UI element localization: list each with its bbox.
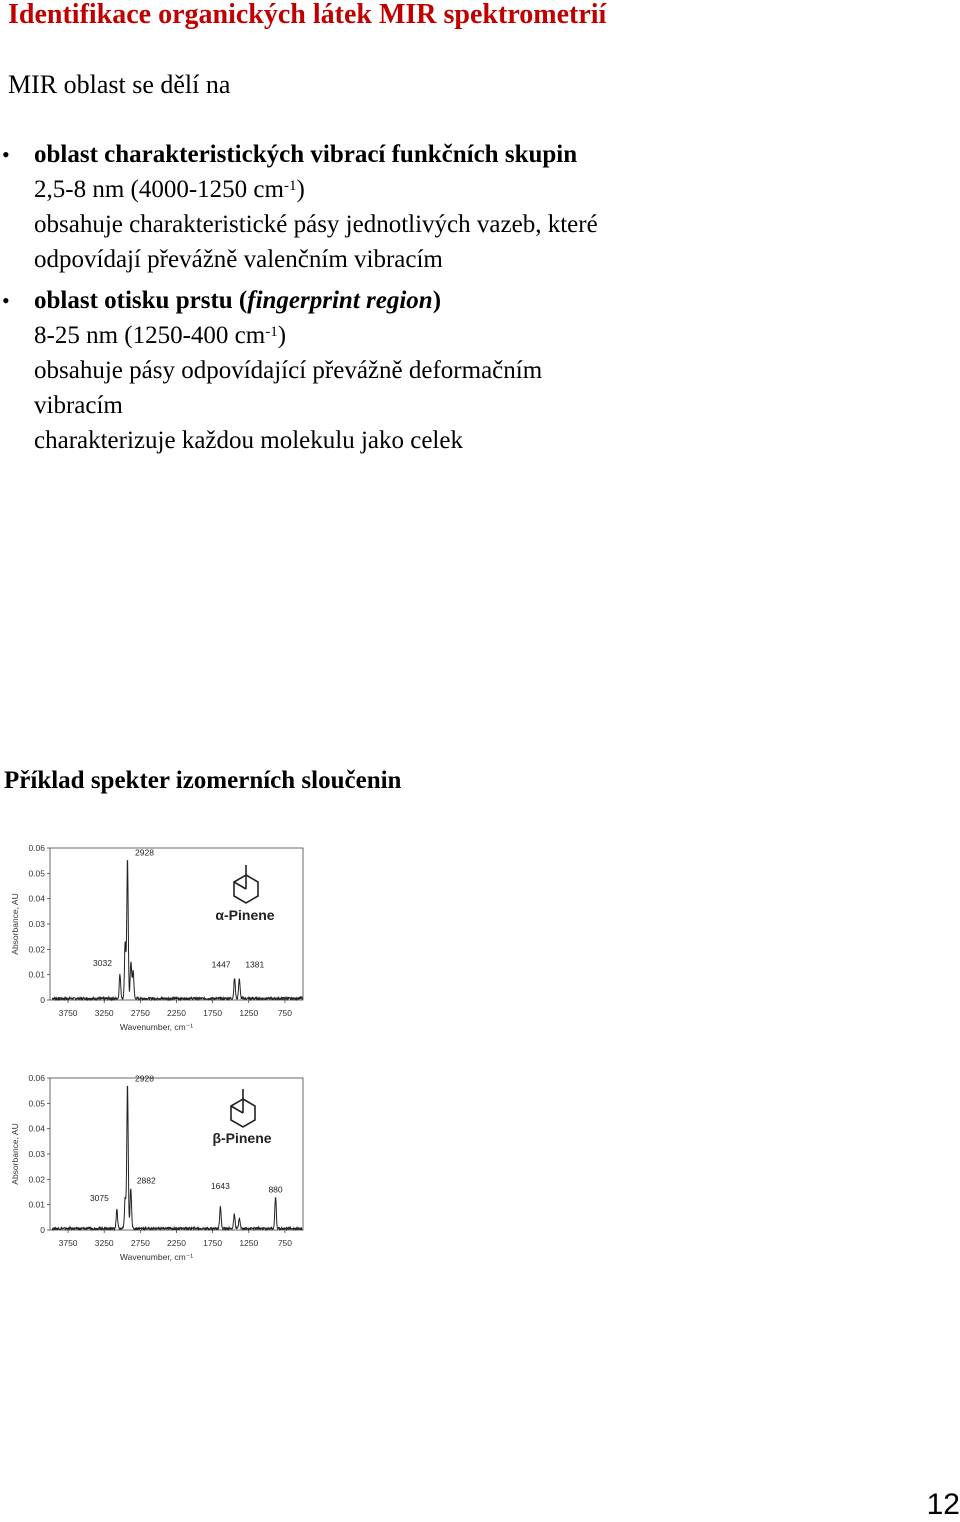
y-tick-label: 0.02	[28, 944, 45, 955]
series-line	[52, 860, 302, 1000]
compound-name: β-Pinene	[212, 1130, 272, 1146]
peak-label: 880	[268, 1184, 283, 1195]
beta-pinene-spectrum-chart	[0, 1065, 340, 1270]
y-tick-label: 0	[40, 1225, 45, 1235]
y-tick-label: 0.03	[28, 1149, 45, 1159]
x-tick-label: 3750	[58, 1238, 78, 1248]
description-text: odpovídají převážně valenčním vibracím	[34, 246, 443, 273]
x-tick-label: 1750	[203, 1008, 223, 1018]
range-text: 8-25 nm (1250-400 $cm^{-1}$)	[34, 322, 287, 349]
y-tick-label: 0	[40, 995, 45, 1005]
peak-label: 2928	[135, 1073, 154, 1084]
x-axis-label: Wavenumber, cm⁻¹	[119, 1022, 194, 1032]
peak-label: 3032	[93, 957, 112, 968]
y-tick-label: 0.04	[28, 1123, 45, 1134]
x-tick-label: 1250	[239, 1238, 259, 1248]
peak-label: 2882	[136, 1175, 156, 1186]
x-tick-label: 750	[277, 1238, 293, 1248]
page-title: Identifikace organických látek MIR spektrometrií	[8, 0, 607, 30]
peak-label: 1381	[245, 959, 265, 970]
peak-label: 1447	[211, 959, 231, 970]
bridge-line	[234, 882, 246, 889]
x-tick-label: 2750	[130, 1238, 150, 1248]
plot-frame	[50, 1078, 303, 1230]
bullet-heading: oblast charakteristických vibrací funkčních skupin	[34, 141, 578, 168]
x-tick-label: 3250	[94, 1238, 114, 1248]
peak-label: 3075	[89, 1193, 109, 1203]
y-tick-label: 0.01	[28, 1199, 45, 1210]
bullet-dot: •	[2, 142, 10, 167]
description-text: vibracím	[34, 392, 123, 419]
description-text: obsahuje charakteristické pásy jednotlivých vazeb, které	[34, 211, 598, 238]
peak-label: 2928	[135, 847, 154, 858]
peak-label: 1643	[210, 1181, 230, 1192]
bullet-dot: •	[2, 288, 10, 313]
x-tick-label: 2250	[167, 1238, 186, 1248]
description-text: charakterizuje každou molekulu jako celek	[34, 427, 463, 454]
y-tick-label: 0.06	[28, 1073, 45, 1083]
x-tick-label: 750	[277, 1008, 293, 1018]
molecule-structure-icon	[231, 1089, 255, 1127]
x-tick-label: 3750	[58, 1008, 78, 1018]
range-text: 2,5-8 nm (4000-1250 $cm^{-1}$)	[34, 176, 305, 203]
example-heading: Příklad spekter izomerních sloučenin	[4, 767, 402, 794]
y-tick-label: 0.06	[28, 843, 45, 853]
x-tick-label: 1250	[239, 1008, 259, 1018]
y-axis-label: Absorbance, AU	[10, 893, 20, 955]
description-text: obsahuje pásy odpovídající převážně deformačním	[34, 357, 543, 384]
y-tick-label: 0.01	[28, 969, 45, 980]
intro-text: MIR oblast se dělí na	[8, 70, 231, 99]
y-tick-label: 0.05	[28, 1098, 45, 1109]
y-tick-label: 0.05	[28, 868, 45, 879]
y-tick-label: 0.03	[28, 919, 45, 929]
y-axis-label: Absorbance, AU	[10, 1123, 20, 1185]
x-tick-label: 1750	[203, 1238, 223, 1248]
series-line	[52, 1086, 302, 1230]
plot-frame	[50, 848, 303, 1000]
x-tick-label: 2750	[130, 1008, 150, 1018]
page-number: 12	[926, 1488, 960, 1521]
compound-name: α-Pinene	[215, 907, 275, 923]
alpha-pinene-spectrum-chart	[0, 835, 340, 1040]
bullet-heading: oblast otisku prstu (fingerprint region)	[34, 287, 442, 314]
y-tick-label: 0.02	[28, 1174, 45, 1185]
x-tick-label: 2250	[167, 1008, 186, 1018]
x-tick-label: 3250	[94, 1008, 114, 1018]
molecule-structure-icon	[234, 865, 258, 903]
x-axis-label: Wavenumber, cm⁻¹	[119, 1252, 194, 1262]
y-tick-label: 0.04	[28, 893, 45, 904]
bridge-line	[231, 1106, 243, 1113]
